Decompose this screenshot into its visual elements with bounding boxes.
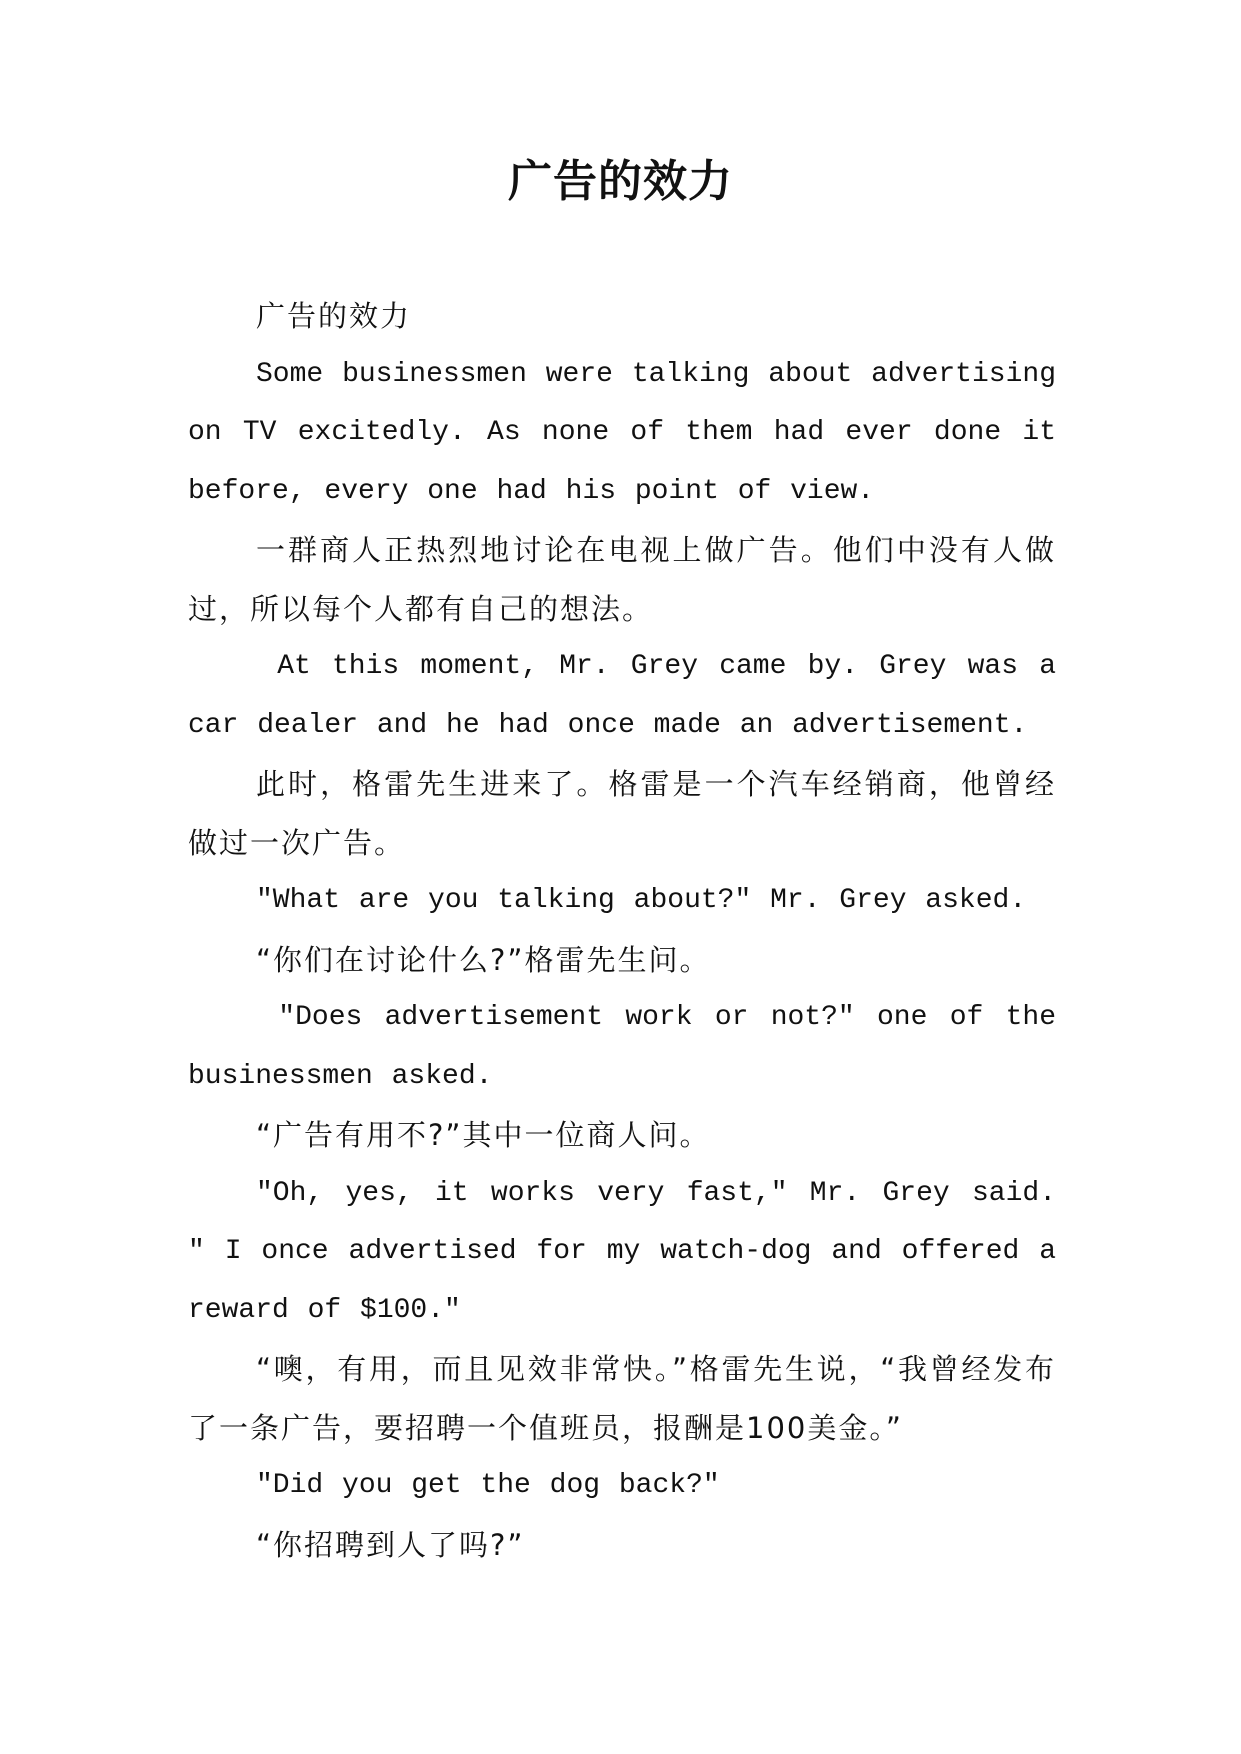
paragraph: 一群商人正热烈地讨论在电视上做广告。他们中没有人做过，所以每个人都有自己的想法。 (188, 533, 1056, 626)
paragraph: “你们在讨论什么?”格雷先生问。 (256, 942, 711, 977)
paragraph: “广告有用不?”其中一位商人问。 (256, 1118, 711, 1152)
document-title: 广告的效力 (508, 156, 733, 207)
document-body (188, 287, 1075, 1574)
paragraph: "Did you get the dog back?" (256, 1470, 720, 1501)
paragraph: At this moment, Mr. Grey came by. Grey was a car dealer and he had once made an advertisement. (188, 651, 1075, 741)
paragraph: 此时，格雷先生进来了。格雷是一个汽车经销商，他曾经做过一次广告。 (188, 767, 1056, 860)
paragraph: "Oh, yes, it works very fast," Mr. Grey said. " I once advertised for my watch-dog and offered a reward of $100." (188, 1177, 1075, 1326)
paragraph: “你招聘到人了吗?” (256, 1527, 525, 1562)
paragraph: 广告的效力 (256, 299, 412, 333)
paragraph: Some businessmen were talking about advertising on TV excitedly. As none of them had ever done it before, every one had his point of view. (188, 358, 1075, 507)
paragraph: “噢，有用，而且见效非常快。”格雷先生说，“我曾经发布了一条广告，要招聘一个值班员，报酬是100美金。” (188, 1352, 1056, 1445)
paragraph: "Does advertisement work or not?" one of the businessmen asked. (188, 1002, 1075, 1092)
paragraph: "What are you talking about?" Mr. Grey asked. (256, 885, 1027, 916)
